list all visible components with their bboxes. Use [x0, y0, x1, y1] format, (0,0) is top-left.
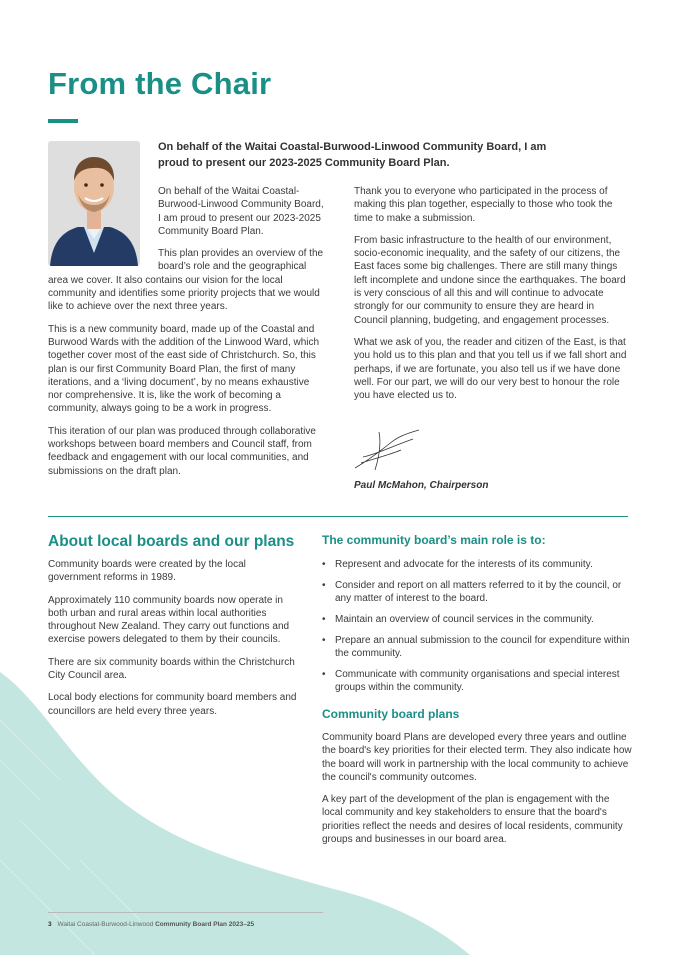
role-list-item: [322, 668, 632, 695]
intro-paragraph: Thank you to everyone who participated in the process of making this plan together, especially to those who took the time to make a submission.: [354, 186, 613, 224]
footer-publication-prefix: Waitai Coastal-Burwood-Linwood: [57, 921, 154, 928]
role-item-text: Communicate with community organisations and special interest groups within the community.: [335, 668, 620, 694]
lead-statement: On behalf of the Waitai Coastal-Burwood-Linwood Community Board, I am proud to present our 2023-2025 Community Board Plan.: [158, 141, 547, 169]
about-body: [48, 558, 300, 727]
page-number: 3: [48, 921, 52, 928]
chair-signature: [353, 428, 423, 474]
intro-paragraph: On behalf of the Waitai Coastal-Burwood-Linwood Community Board, I am proud to present our 2023-2025 Community Board Plan.: [158, 186, 324, 237]
intro-paragraph: This plan provides an overview of the board’s role and the geographical area we cover. It also contains our vision for the local community and identifies some priority projects that we would like to achieve over the next three years.: [48, 248, 324, 313]
about-paragraph: Approximately 110 community boards now operate in both urban and rural areas within local authorities throughout New Zealand. They carry out functions and exercise powers delegated to them by their councils.: [48, 594, 290, 646]
bullet-icon: •: [322, 579, 326, 591]
about-heading: About local boards and our plans: [48, 533, 295, 550]
bullet-icon: •: [322, 559, 326, 570]
intro-paragraph: From basic infrastructure to the health of our environment, socio-economic inequality, and the safety of our citizens, the East faces some big challenges. There are still many things left incomplete and undone since the earthquakes. The board is very conscious of all this and will continue to advocate strongly for our community to ensure they are heard in Council planning, budgeting, and engagement processes.: [354, 234, 626, 326]
role-heading: The community board’s main role is to:: [322, 533, 546, 547]
chair-name: Paul McMahon, Chairperson: [354, 480, 489, 491]
section-divider: [48, 516, 628, 517]
footer-rule: [48, 912, 323, 913]
bullet-icon: •: [322, 668, 326, 680]
intro-right-column: [354, 185, 630, 411]
plans-paragraph: A key part of the development of the plan is engagement with the local community and key stakeholders to ensure that the board's priorities reflect the needs and desires of local residents, community groups and businesses in our board area.: [322, 794, 623, 846]
intro-left-column: [48, 185, 324, 487]
plans-heading: Community board plans: [322, 707, 460, 721]
plans-paragraph: Community board Plans are developed every three years and outline the board's key priorities for their elected term. They also indicate how the board will work in partnership with the local community to achieve the council's community outcomes.: [322, 732, 632, 783]
page-footer: [48, 921, 254, 928]
role-item-text: Prepare an annual submission to the council for expenditure within the community.: [335, 634, 630, 659]
role-list-item: [322, 558, 632, 571]
bullet-icon: •: [322, 613, 326, 625]
title-underline: [48, 119, 78, 123]
photo-wrap-spacer: [48, 185, 158, 267]
bullet-icon: •: [322, 634, 326, 646]
role-item-text: Maintain an overview of council services in the community.: [335, 613, 594, 625]
about-paragraph: There are six community boards within the Christchurch City Council area.: [48, 656, 295, 682]
plans-body: [322, 731, 632, 855]
role-list-item: [322, 613, 632, 626]
role-list-item: [322, 579, 632, 606]
about-paragraph: Local body elections for community board members and councillors are held every three years.: [48, 692, 297, 717]
intro-paragraph: This is a new community board, made up of the Coastal and Burwood Wards with the addition of the Linwood Ward, which together cover most of the east side of Christchurch. So, this plan is our first Community Board Plan, the first of many iterations, and a ‘living document’, by no means exhaustive nor comprehensive. It is, like the work of becoming a community, always going to be a work in progress.: [48, 323, 320, 415]
role-item-text: Represent and advocate for the interests of its community.: [335, 559, 593, 570]
footer-publication-title: Community Board Plan 2023–25: [155, 921, 255, 928]
page-title: From the Chair: [48, 66, 272, 101]
intro-paragraph: What we ask of you, the reader and citizen of the East, is that you hold us to this plan and that you tell us if we fall short and perhaps, if we are fortunate, you also tell us if we have done well. For our part, we will do our very best to honour the role you have elected us to.: [354, 336, 627, 402]
role-list-item: [322, 634, 632, 661]
intro-paragraph: This iteration of our plan was produced through collaborative workshops between board members and Council staff, from feedback and engagement with our local communities, and submissions on the draft plan.: [48, 425, 316, 477]
role-list: [322, 558, 632, 702]
role-item-text: Consider and report on all matters referred to it by the council, or any matter of interest to the board.: [335, 579, 622, 605]
about-paragraph: Community boards were created by the local government reforms in 1989.: [48, 559, 246, 584]
